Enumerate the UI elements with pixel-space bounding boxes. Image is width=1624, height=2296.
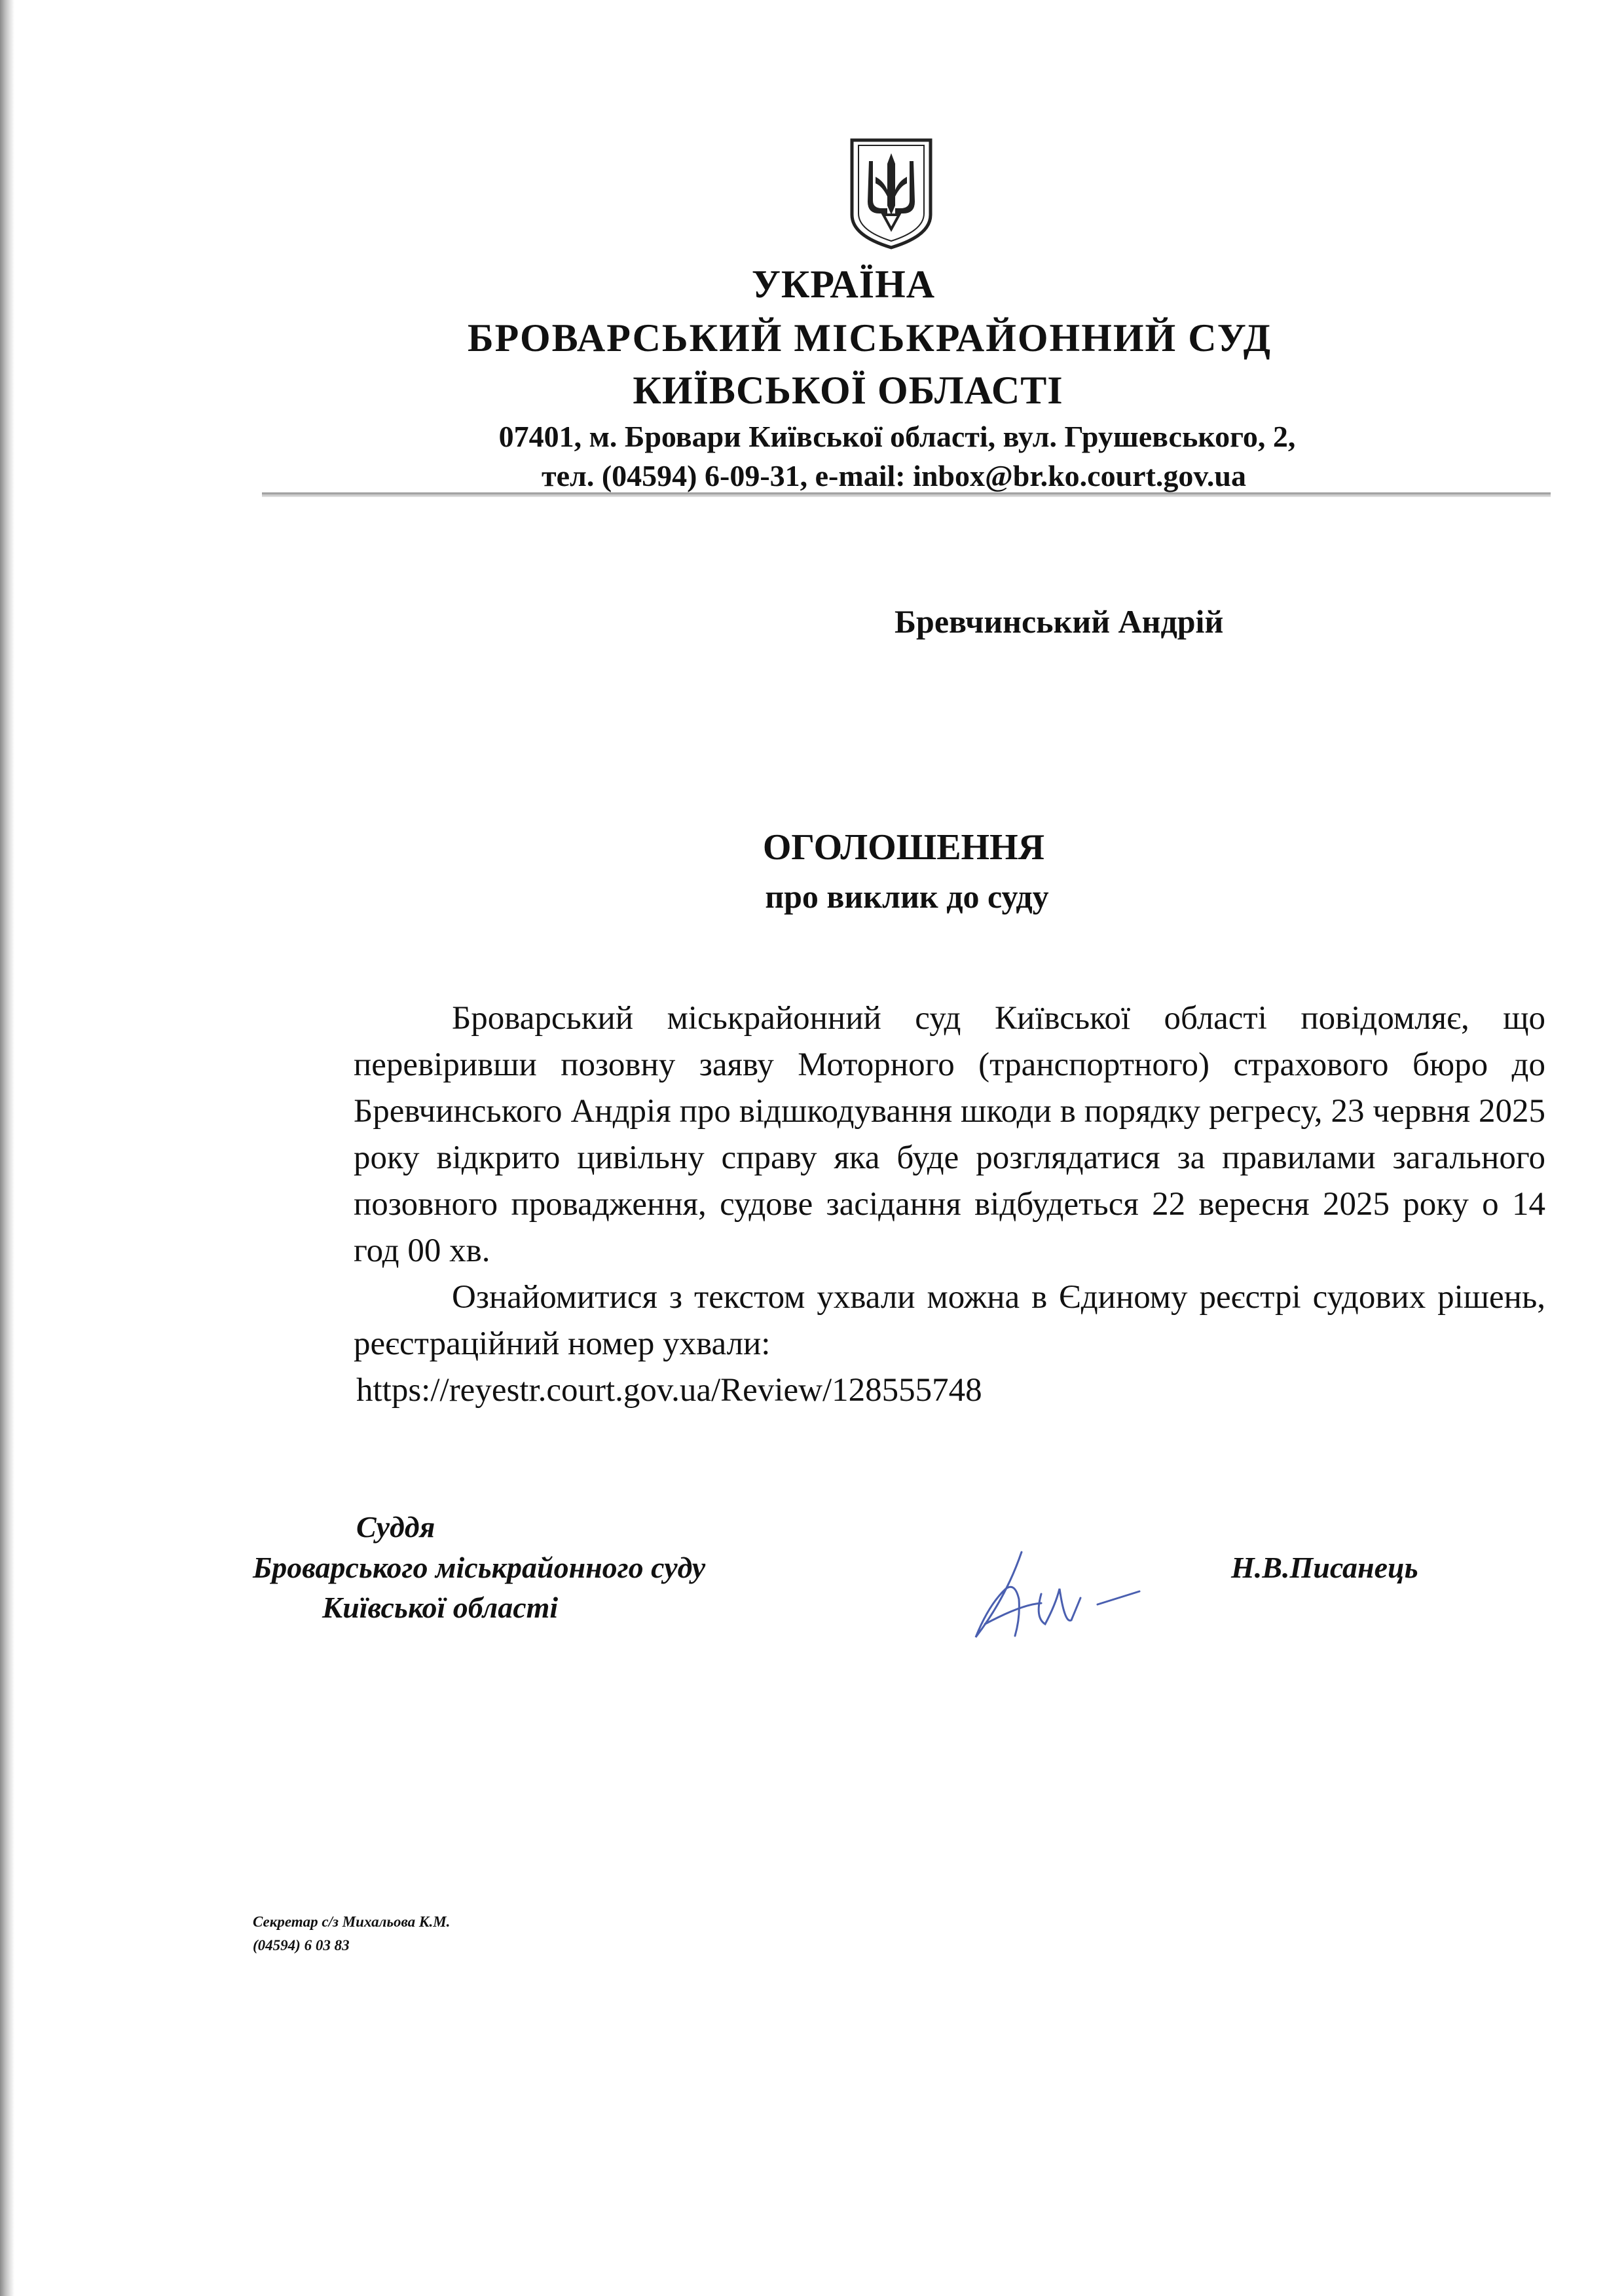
notice-paragraph-1: Броварський міськрайонний суд Київської області повідомляє, що перевіривши позовну заяву Моторного (транспортного) страхового бюро до Бревчинського Андрія про відшкодування шкоди в порядку регресу, 23 червня 2025 року відкрито цивільну справу яка буде розглядатися за правилами загального позовного провадження, судове засідання відбудеться 22 вересня 2025 року о 14 год 00 хв. — [354, 1000, 1545, 1269]
court-name-line1: БРОВАРСЬКИЙ МІСЬКРАЙОННИЙ СУД — [467, 316, 1272, 360]
court-name-line2: КИЇВСЬКОЇ ОБЛАСТІ — [633, 369, 1063, 412]
notice-title: ОГОЛОШЕННЯ — [762, 827, 1045, 868]
judge-court: Броварського міськрайонного суду — [253, 1551, 706, 1584]
notice-paragraph-2: Ознайомитися з текстом ухвали можна в Єдиному реєстрі судових рішень, реєстраційний номер ухвали: — [354, 1279, 1545, 1362]
secretary-phone: (04594) 6 03 83 — [253, 1937, 350, 1953]
notice-body — [354, 995, 1545, 1414]
judge-name: Н.В.Писанець — [1231, 1551, 1418, 1584]
country-name: УКРАЇНА — [751, 263, 936, 306]
registry-url: https://reyestr.court.gov.ua/Review/128555748 — [356, 1372, 982, 1409]
judge-region: Київської області — [322, 1591, 559, 1624]
trident-icon — [849, 138, 933, 250]
recipient-name: Бревчинський Андрій — [895, 603, 1224, 640]
court-address: 07401, м. Бровари Київської області, вул. Грушевського, 2, — [498, 420, 1296, 453]
notice-subtitle: про виклик до суду — [765, 878, 1049, 915]
court-contacts: тел. (04594) 6-09-31, e-mail: inbox@br.ko.court.gov.ua — [542, 459, 1246, 492]
secretary-name: Секретар с/з Михальова К.М. — [253, 1914, 451, 1930]
handwritten-signature — [943, 1526, 1159, 1663]
header-divider — [262, 492, 1551, 497]
judge-title: Суддя — [356, 1510, 435, 1544]
